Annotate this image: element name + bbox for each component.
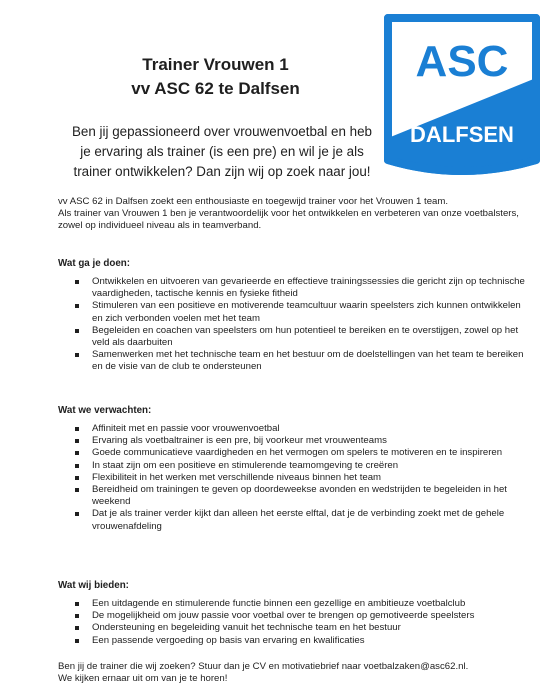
body-intro-line2: Als trainer van Vrouwen 1 ben je verantwoordelijk voor het ontwikkelen en verbeteren van onze voetbalsters, zowel op individueel niveau als in teamverband. — [58, 208, 519, 232]
list-item: De mogelijkheid om jouw passie voor voetbal over te brengen op gemotiveerde speelsters — [58, 610, 528, 622]
expectations-list — [58, 423, 528, 533]
logo-top-text: ASC — [415, 37, 509, 86]
bullet-icon — [75, 280, 79, 284]
bullet-icon — [75, 602, 79, 606]
list-item: Samenwerken met het technische team en het bestuur om de doelstellingen van het team te bereiken en de visie van de club te ondersteunen — [58, 349, 528, 373]
logo-bottom-text: DALFSEN — [410, 122, 514, 147]
bullet-icon — [75, 512, 79, 516]
bullet-icon — [75, 488, 79, 492]
bullet-icon — [75, 304, 79, 308]
list-item: Ondersteuning en begeleiding vanuit het technische team en het bestuur — [58, 622, 528, 634]
document-title: Trainer Vrouwen 1 — [142, 55, 289, 74]
bullet-icon — [75, 464, 79, 468]
bullet-icon — [75, 353, 79, 357]
document-subtitle: vv ASC 62 te Dalfsen — [131, 79, 300, 98]
list-item: Dat je als trainer verder kijkt dan alleen het eerste elftal, dat je de verbinding zoekt met de gehele vrouwenafdeling — [58, 508, 528, 532]
list-item: Goede communicatieve vaardigheden en het vermogen om spelers te motiveren en te inspireren — [58, 447, 528, 459]
list-item: Bereidheid om trainingen te geven op doordeweekse avonden en wedstrijden te begeleiden in het weekend — [58, 484, 528, 508]
offer-list — [58, 598, 528, 647]
list-item: Een uitdagende en stimulerende functie binnen een gezellige en ambitieuze voetbalclub — [58, 598, 528, 610]
bullet-icon — [75, 329, 79, 333]
section-title-expectations: Wat we verwachten: — [58, 405, 152, 416]
body-intro — [58, 196, 528, 233]
list-item: Een passende vergoeding op basis van ervaring en kwalificaties — [58, 635, 528, 647]
list-item: Stimuleren van een positieve en motiverende teamcultuur waarin speelsters zich kunnen ontwikkelen en zich verbonden voelen met het team — [58, 300, 528, 324]
closing-line2: We kijken ernaar uit om van je te horen! — [58, 673, 228, 685]
section-title-tasks: Wat ga je doen: — [58, 258, 131, 269]
list-item: In staat zijn om een positieve en stimulerende teamomgeving te creëren — [58, 460, 528, 472]
intro-text: Ben jij gepassioneerd over vrouwenvoetbal en heb je ervaring als trainer (is een pre) en wil je je als trainer ontwikkelen? Dan zijn wij op zoek naar jou! — [72, 124, 373, 179]
bullet-icon — [75, 476, 79, 480]
list-item: Ontwikkelen en uitvoeren van gevarieerde en effectieve trainingssessies die gericht zijn op technische vaardigheden, tactische kennis en fysieke fitheid — [58, 276, 528, 300]
asc-dalfsen-logo — [378, 10, 546, 178]
closing-line1: Ben jij de trainer die wij zoeken? Stuur dan je CV en motivatiebrief naar voetbalzaken@asc62.nl. — [58, 661, 469, 672]
bullet-icon — [75, 639, 79, 643]
section-title-offer: Wat wij bieden: — [58, 580, 129, 591]
bullet-icon — [75, 451, 79, 455]
tasks-list — [58, 276, 528, 374]
bullet-icon — [75, 439, 79, 443]
list-item: Begeleiden en coachen van speelsters om hun potentieel te bereiken en te overstijgen, zowel op het veld als daarbuiten — [58, 325, 528, 349]
closing-text — [58, 661, 528, 685]
list-item: Ervaring als voetbaltrainer is een pre, bij voorkeur met vrouwenteams — [58, 435, 528, 447]
bullet-icon — [75, 614, 79, 618]
list-item: Affiniteit met en passie voor vrouwenvoetbal — [58, 423, 528, 435]
body-intro-line1: vv ASC 62 in Dalfsen zoekt een enthousiaste en toegewijd trainer voor het Vrouwen 1 team. — [58, 196, 449, 207]
list-item: Flexibiliteit in het werken met verschillende niveaus binnen het team — [58, 472, 528, 484]
bullet-icon — [75, 626, 79, 630]
bullet-icon — [75, 427, 79, 431]
